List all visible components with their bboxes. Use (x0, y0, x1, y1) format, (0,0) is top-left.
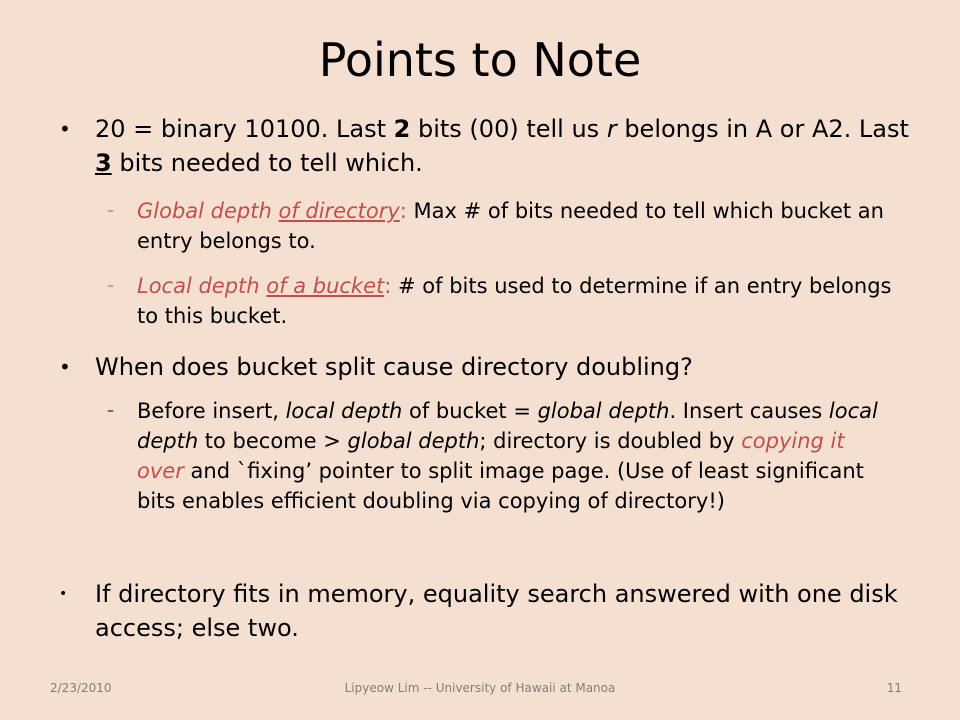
dash-icon: – (107, 403, 114, 419)
bullet-equality-search (59, 577, 915, 645)
global-depth-colon: : (399, 199, 407, 223)
slide-title: Points to Note (318, 33, 642, 87)
sub3-text-11: and `fixing’ pointer to split image page. (Use of least significant bits enables efficient doubling via copying of directory!) (137, 459, 864, 513)
bullet1-text-3: bits (00) tell us (410, 115, 607, 143)
bullet1-bold-3: 3 (95, 149, 112, 177)
bullet-binary-bits (59, 112, 915, 180)
bullet1-text-7: bits needed to tell which. (111, 149, 423, 177)
bullet-dot-icon: • (59, 117, 71, 141)
global-depth-term: Global depth (137, 199, 279, 223)
bullet-directory-doubling (59, 350, 915, 384)
bullet1-text-1: 20 = binary 10100. Last (95, 115, 394, 143)
local-depth-term-underlined: of a bucket (266, 274, 385, 298)
sub3-text-7: to become > (198, 429, 348, 453)
sub3-global-depth-1: global depth (537, 399, 670, 423)
sub3-text-5: . Insert causes (669, 399, 829, 423)
sub-bullet-before-insert (107, 396, 897, 516)
global-depth-term-underlined: of directory (278, 199, 400, 223)
footer-page-number: 11 (886, 681, 902, 695)
footer-date: 2/23/2010 (50, 681, 112, 695)
bullet3-text: If directory fits in memory, equality search answered with one disk access; else two. (95, 580, 898, 642)
sub3-global-depth-2: global depth (347, 429, 480, 453)
sub3-local-depth-1: local depth (285, 399, 403, 423)
bullet1-text-5: belongs in A or A2. Last (616, 115, 909, 143)
sub3-local-depth-2: local depth (137, 399, 878, 453)
local-depth-colon: : (384, 274, 392, 298)
footer-author: Lipyeow Lim -- University of Hawaii at Manoa (344, 681, 616, 695)
sub-bullet-global-depth (107, 196, 897, 256)
sub3-text-9: ; directory is doubled by (479, 429, 742, 453)
sub3-text-3: of bucket = (402, 399, 538, 423)
local-depth-definition: # of bits used to determine if an entry belongs to this bucket. (137, 274, 892, 328)
bullet1-italic-r: r (606, 115, 617, 143)
global-depth-definition: Max # of bits needed to tell which bucket an entry belongs to. (137, 199, 884, 253)
sub-bullet-local-depth (107, 271, 897, 331)
sub3-copying-it-over: copying it over (137, 429, 845, 483)
bullet-dot-icon: • (59, 355, 71, 379)
bullet2-text: When does bucket split cause directory doubling? (95, 353, 693, 381)
dash-icon: – (107, 203, 114, 219)
local-depth-term: Local depth (137, 274, 267, 298)
bullet-dot-icon: • (59, 586, 68, 602)
dash-icon: – (107, 278, 114, 294)
sub3-text-1: Before insert, (137, 399, 286, 423)
bullet1-bold-2: 2 (393, 115, 411, 143)
